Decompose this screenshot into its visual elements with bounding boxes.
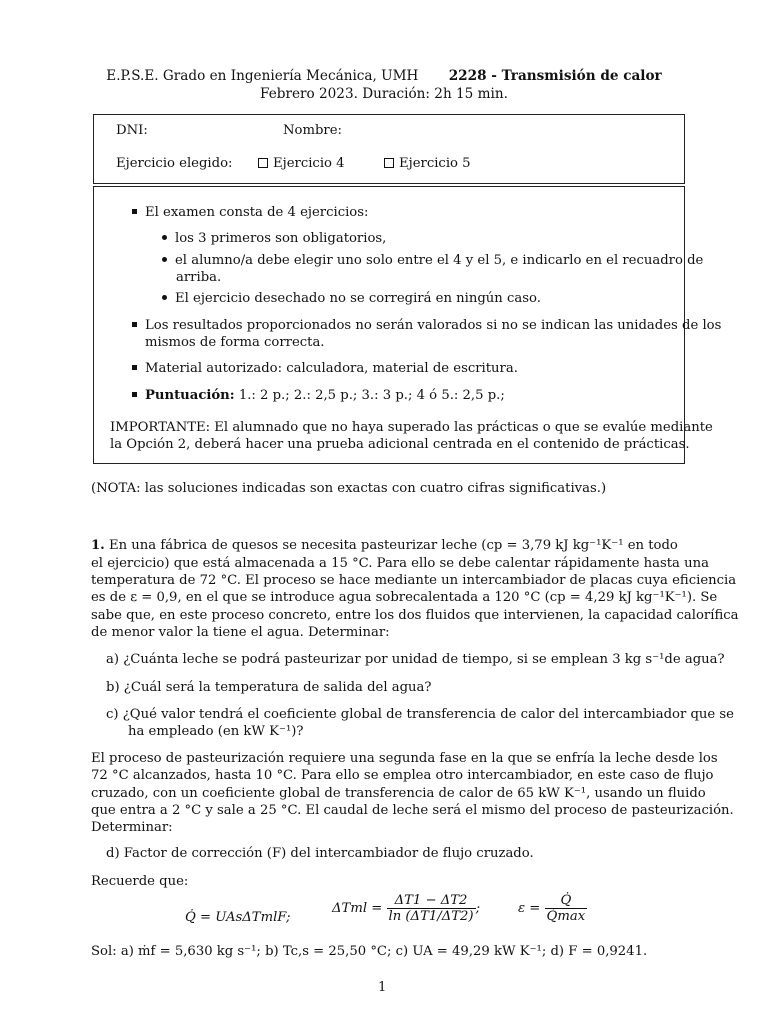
- problem-text-line: 72 °C alcanzados, hasta 10 °C. Para ello se emplea otro intercambiador, en este caso de flujo: [91, 768, 714, 783]
- lmtd-numerator: ΔT1 − ΔT2: [387, 893, 476, 909]
- problem-text-line: el ejercicio) que está almacenada a 15 °C. Para ello se debe calentar rápidamente hasta una: [91, 556, 709, 571]
- course-title: 2228 - Transmisión de calor: [448, 68, 662, 84]
- exercise-5-checkbox[interactable]: [384, 158, 394, 168]
- instruction-item-cont: mismos de forma correcta.: [145, 335, 325, 350]
- round-bullet-icon: [162, 235, 167, 240]
- instruction-item: Los resultados proporcionados no serán valorados si no se indican las unidades de los: [132, 318, 721, 333]
- exercise-4-label: Ejercicio 4: [273, 156, 345, 171]
- square-bullet-icon: [132, 365, 137, 370]
- scores-label: Puntuación:: [145, 388, 235, 403]
- eff-lhs: ε =: [518, 901, 541, 916]
- problem-text-line: de menor valor la tiene el agua. Determinar:: [91, 625, 390, 640]
- round-bullet-icon: [162, 257, 167, 262]
- problem-text-line: que entra a 2 °C y sale a 25 °C. El caudal de leche será el mismo del proceso de pasteurización.: [91, 803, 734, 818]
- problem-text-line: El proceso de pasteurización requiere una segunda fase en la que se enfría la leche desde los: [91, 751, 718, 766]
- instruction-item-scores: [132, 388, 505, 403]
- equation-effectiveness: [518, 893, 587, 924]
- question-a: a) ¿Cuánta leche se podrá pasteurizar por unidad de tiempo, si se emplean 3 kg s⁻¹de agua?: [106, 652, 725, 667]
- eff-fraction: [545, 893, 588, 924]
- recall-label: Recuerde que:: [91, 874, 189, 889]
- problem-text-line: Determinar:: [91, 820, 173, 835]
- exercise-4-option[interactable]: [258, 156, 345, 171]
- important-note: IMPORTANTE: El alumnado que no haya superado las prácticas o que se evalúe mediante: [110, 420, 713, 435]
- problem-text-line: temperatura de 72 °C. El proceso se hace mediante un intercambiador de placas cuya eficiencia: [91, 573, 737, 588]
- lmtd-fraction: [387, 893, 476, 924]
- instruction-subitem: los 3 primeros son obligatorios,: [162, 231, 386, 246]
- question-c: c) ¿Qué valor tendrá el coeficiente global de transferencia de calor del intercambiador que se: [106, 707, 734, 722]
- equation-heat-rate: Q̇ = UAsΔTmlF;: [185, 910, 291, 925]
- solution-line: Sol: a) ṁf = 5,630 kg s⁻¹; b) Tc,s = 25,50 °C; c) UA = 49,29 kW K⁻¹; d) F = 0,9241.: [91, 944, 648, 959]
- question-b: b) ¿Cuál será la temperatura de salida del agua?: [106, 680, 432, 695]
- question-c-cont: ha empleado (en kW K⁻¹)?: [128, 724, 304, 739]
- instruction-subitem-cont: arriba.: [176, 270, 222, 285]
- problem-text-line: es de ε = 0,9, en el que se introduce agua sobrecalentada a 120 °C (cp = 4,29 kJ kg⁻¹K⁻¹). Se: [91, 590, 718, 605]
- instruction-subitem: El ejercicio desechado no se corregirá en ningún caso.: [162, 291, 541, 306]
- instruction-item: El examen consta de 4 ejercicios:: [132, 205, 368, 220]
- exercise-5-option[interactable]: [384, 156, 471, 171]
- question-d: d) Factor de corrección (F) del intercambiador de flujo cruzado.: [106, 846, 534, 861]
- scores-values: 1.: 2 p.; 2.: 2,5 p.; 3.: 3 p.; 4 ó 5.: 2,5 p.;: [238, 388, 505, 403]
- problem-number: 1.: [91, 538, 105, 553]
- name-label: Nombre:: [283, 123, 342, 138]
- exercise-4-checkbox[interactable]: [258, 158, 268, 168]
- lmtd-denominator: ln (ΔT1/ΔT2): [388, 909, 474, 924]
- problem-text-line: sabe que, en este proceso concreto, entre los dos fluidos que intervienen, la capacidad calorífica: [91, 608, 739, 623]
- exam-header: [0, 68, 768, 84]
- square-bullet-icon: [132, 209, 137, 214]
- important-note-cont: la Opción 2, deberá hacer una prueba adicional centrada en el contenido de prácticas.: [110, 437, 690, 452]
- exam-date-duration: Febrero 2023. Duración: 2h 15 min.: [260, 86, 508, 102]
- exercise-5-label: Ejercicio 5: [399, 156, 471, 171]
- instruction-item: Material autorizado: calculadora, material de escritura.: [132, 361, 518, 376]
- institution-text: E.P.S.E. Grado en Ingeniería Mecánica, UMH: [106, 68, 419, 84]
- round-bullet-icon: [162, 295, 167, 300]
- problem-text-line: cruzado, con un coeficiente global de transferencia de calor de 65 kW K⁻¹, usando un fluido: [91, 786, 706, 801]
- lmtd-lhs: ΔTml =: [332, 901, 383, 916]
- problem-1-intro: 1. En una fábrica de quesos se necesita pasteurizar leche (cp = 3,79 kJ kg⁻¹K⁻¹ en todo: [91, 538, 678, 553]
- square-bullet-icon: [132, 322, 137, 327]
- chosen-exercise-label: Ejercicio elegido:: [116, 156, 233, 171]
- eff-numerator: Q̇: [545, 893, 588, 909]
- student-id-box: [93, 114, 685, 184]
- square-bullet-icon: [132, 392, 137, 397]
- solutions-note: (NOTA: las soluciones indicadas son exactas con cuatro cifras significativas.): [91, 481, 607, 496]
- instruction-subitem: el alumno/a debe elegir uno solo entre el 4 y el 5, e indicarlo en el recuadro de: [162, 253, 703, 268]
- equation-lmtd: ΔTml = $\frac{\Delta T1 - \Delta T2}{\ln (\Delta T1/\Delta T2)}$ ;: [332, 893, 481, 924]
- page-number: 1: [378, 980, 387, 995]
- dni-label: DNI:: [116, 123, 148, 138]
- eff-denominator: Q̇max: [546, 909, 586, 924]
